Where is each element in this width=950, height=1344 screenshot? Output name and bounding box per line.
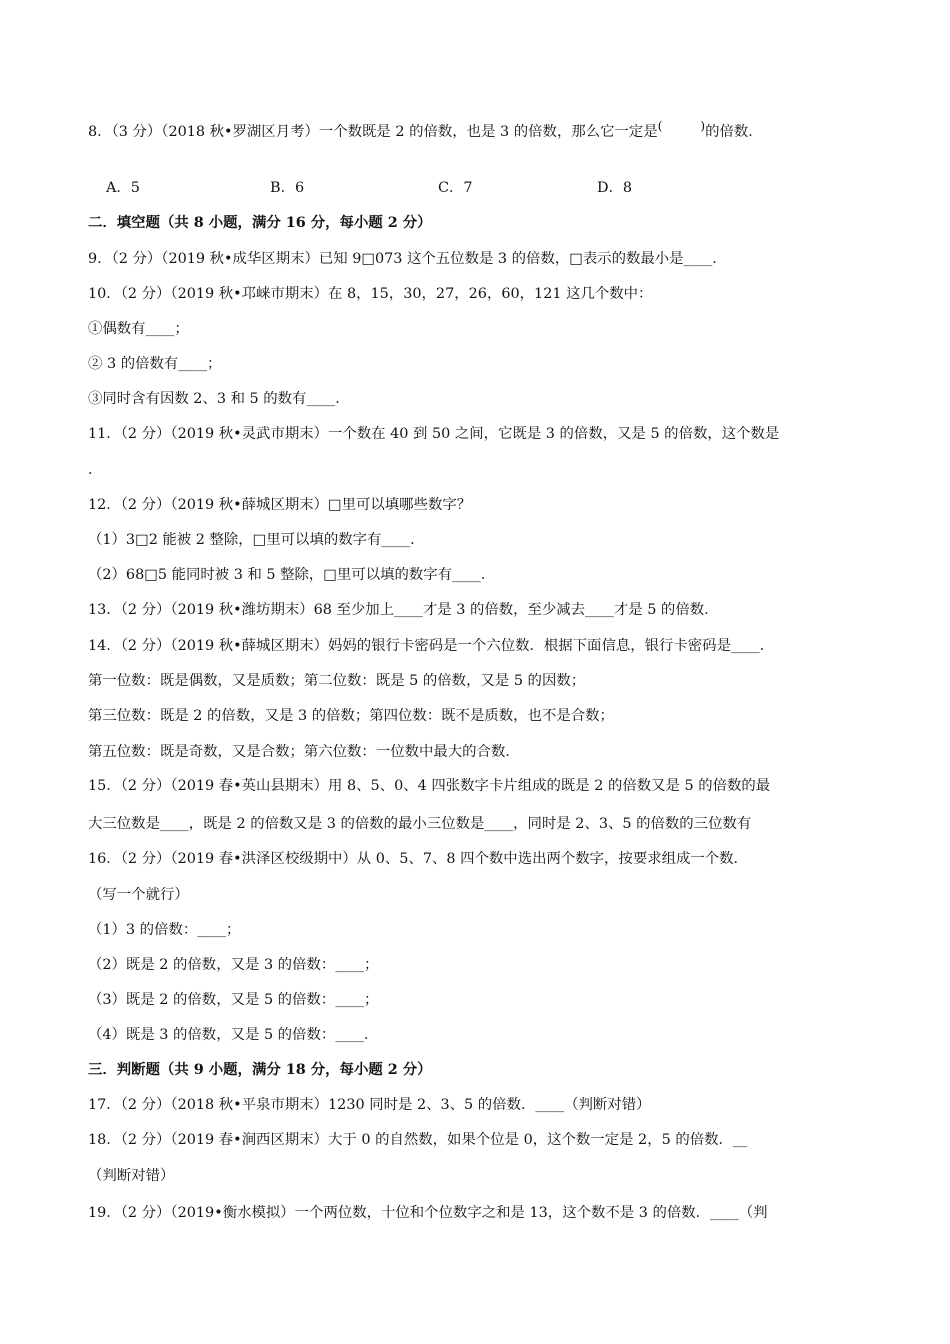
question-10-part-1: ①偶数有____； <box>88 321 189 337</box>
question-14-line-3: 第五位数：既是奇数，又是合数；第六位数：一位数中最大的合数． <box>88 744 520 760</box>
section-heading-true-false: 三．判断题（共 9 小题，满分 18 分，每小题 2 分） <box>88 1061 432 1078</box>
option-d: D．8 <box>597 180 633 196</box>
question-10-part-2: ② 3 的倍数有____； <box>88 356 222 372</box>
question-10: 10．（2 分）（2019 秋•邛崃市期末）在 8，15，30，27，26，60，121 这几个数中： <box>88 286 653 302</box>
question-8-text: 8．（3 分）（2018 秋•罗湖区月考）一个数既是 2 的倍数，也是 3 的倍数，那么它一定是 <box>88 124 658 140</box>
question-10-part-3: ③同时含有因数 2、3 和 5 的数有____． <box>88 391 350 407</box>
question-11-cont: ． <box>88 462 103 478</box>
question-19: 19．（2 分）（2019•衡水模拟）一个两位数，十位和个位数字之和是 13，这个数不是 3 的倍数．____（判 <box>88 1205 768 1221</box>
question-12: 12．（2 分）（2019 秋•薛城区期末）□里可以填哪些数字？ <box>88 497 472 513</box>
option-b: B．6 <box>270 180 305 196</box>
question-15: 15．（2 分）（2019 春•英山县期末）用 8、5、0、4 四张数字卡片组成的既是 2 的倍数又是 5 的倍数的最 <box>88 778 771 794</box>
question-14-line-2: 第三位数：既是 2 的倍数，又是 3 的倍数；第四位数：既不是质数，也不是合数； <box>88 708 614 724</box>
question-18: 18．（2 分）（2019 春•涧西区期末）大于 0 的自然数，如果个位是 0，这个数一定是 2，5 的倍数．__ <box>88 1132 748 1148</box>
question-9: 9．（2 分）（2019 秋•成华区期末）已知 9□073 这个五位数是 3 的倍数，□表示的数最小是____． <box>88 251 727 267</box>
question-16-part-1: （1）3 的倍数：____； <box>88 922 241 938</box>
question-11: 11．（2 分）（2019 秋•灵武市期末）一个数在 40 到 50 之间，它既是 3 的倍数，又是 5 的倍数，这个数是 <box>88 426 780 442</box>
question-16: 16．（2 分）（2019 春•洪泽区校级期中）从 0、5、7、8 四个数中选出两个数字，按要求组成一个数． <box>88 851 748 867</box>
question-14-line-1: 第一位数：既是偶数，又是质数；第二位数：既是 5 的倍数，又是 5 的因数； <box>88 673 586 689</box>
question-8-suffix: 的倍数． <box>705 124 763 140</box>
answer-paren-open: ( <box>657 119 663 133</box>
question-16-note: （写一个就行） <box>88 887 189 903</box>
section-heading-fill-blank: 二．填空题（共 8 小题，满分 16 分，每小题 2 分） <box>88 214 432 231</box>
question-16-part-4: （4）既是 3 的倍数，又是 5 的倍数：____． <box>88 1027 379 1043</box>
question-8 <box>88 119 763 142</box>
question-15-cont: 大三位数是____，既是 2 的倍数又是 3 的倍数的最小三位数是____，同时是 2、3、5 的倍数的三位数有 <box>88 816 752 832</box>
question-12-part-1: （1）3□2 能被 2 整除，□里可以填的数字有____． <box>88 532 425 548</box>
question-12-part-2: （2）68□5 能同时被 3 和 5 整除，□里可以填的数字有____． <box>88 567 496 583</box>
answer-paren-close: ) <box>700 119 706 133</box>
question-13: 13．（2 分）（2019 秋•潍坊期末）68 至少加上____才是 3 的倍数，至少减去____才是 5 的倍数． <box>88 602 719 618</box>
question-16-part-2: （2）既是 2 的倍数，又是 3 的倍数：____； <box>88 957 379 973</box>
question-14: 14．（2 分）（2019 秋•薛城区期末）妈妈的银行卡密码是一个六位数．根据下面信息，银行卡密码是____． <box>88 638 775 654</box>
option-a: A．5 <box>106 180 140 196</box>
question-18-cont: （判断对错） <box>88 1168 175 1184</box>
option-c: C．7 <box>438 180 473 196</box>
question-16-part-3: （3）既是 2 的倍数，又是 5 的倍数：____； <box>88 992 379 1008</box>
question-17: 17．（2 分）（2018 秋•平泉市期末）1230 同时是 2、3、5 的倍数．____（判断对错） <box>88 1097 651 1113</box>
